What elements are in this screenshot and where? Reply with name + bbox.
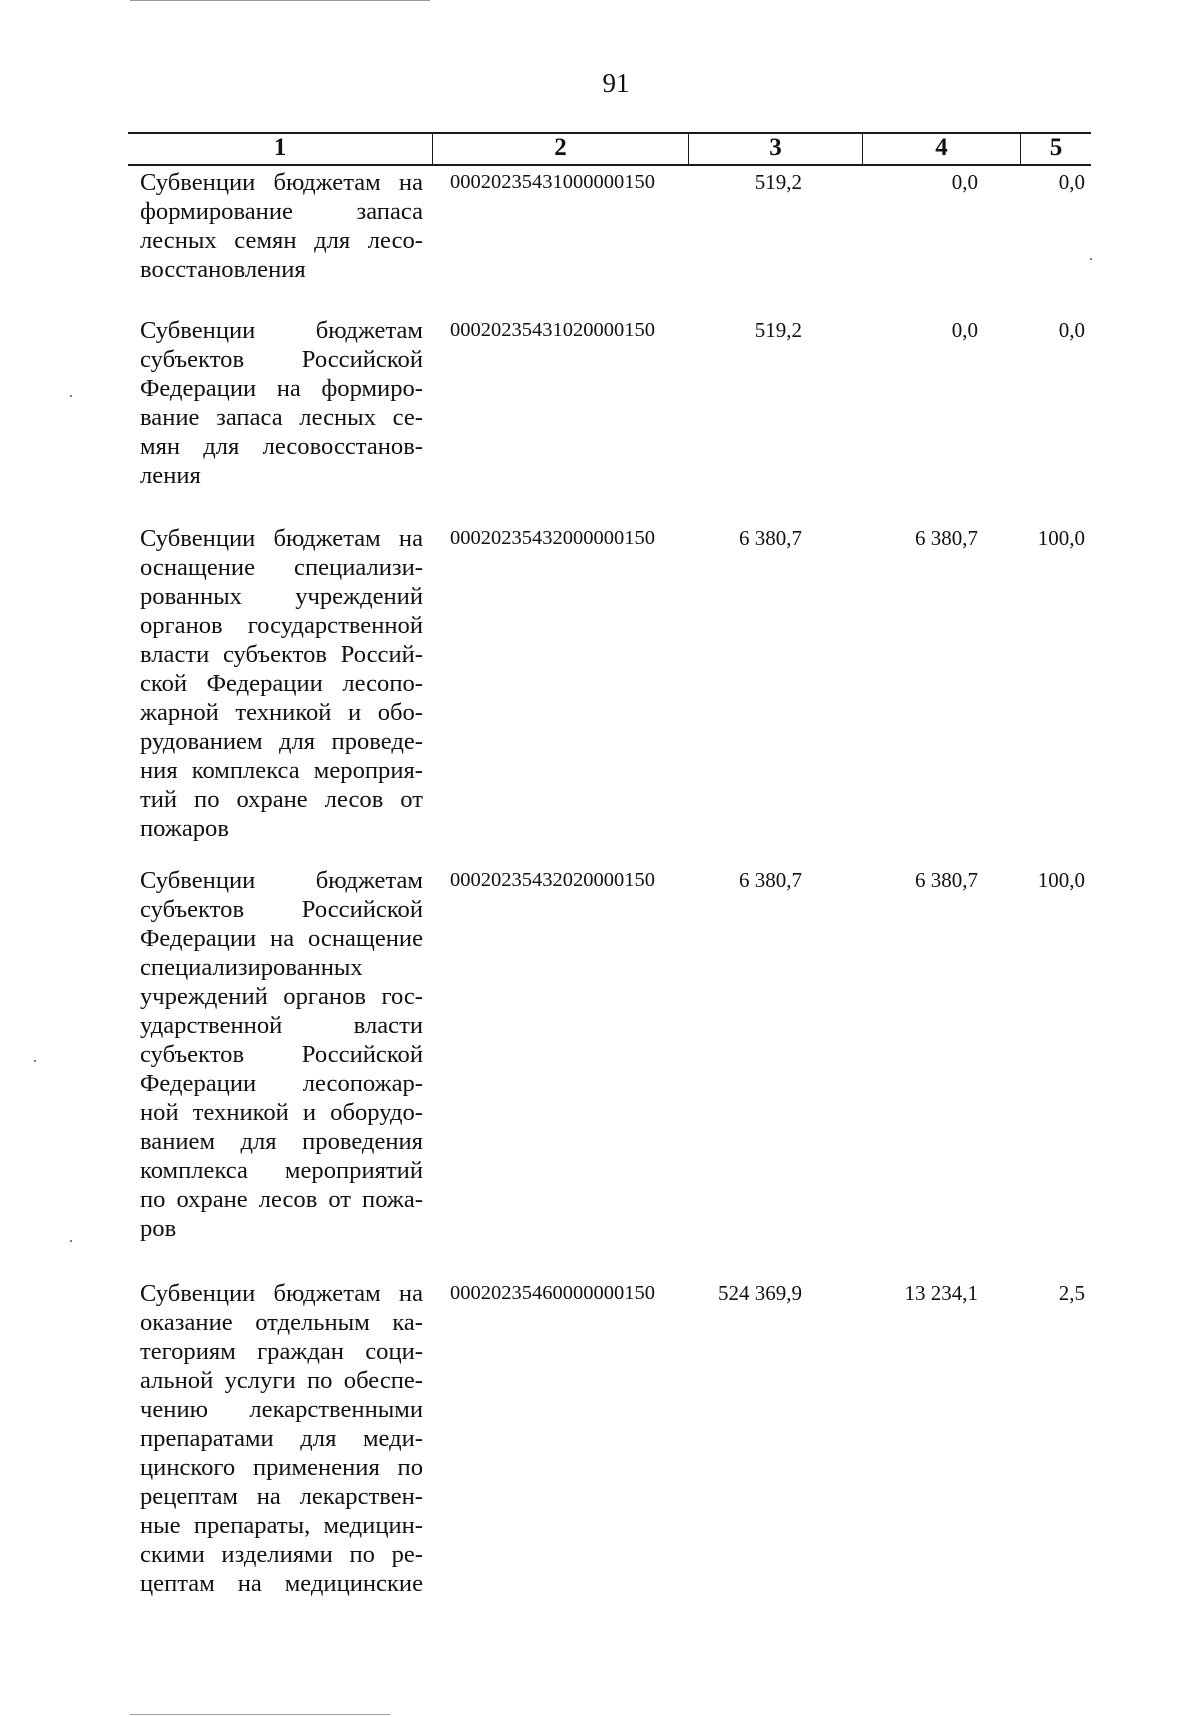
row-col3-value: 524 369,9: [718, 1281, 802, 1305]
description-line: цинского применения по: [140, 1454, 423, 1481]
column-header-2: 2: [554, 134, 567, 161]
row-description: [140, 524, 423, 843]
row-description: [140, 168, 423, 284]
scan-speck: [70, 1240, 72, 1242]
row-code: 00020235431020000150: [450, 319, 655, 341]
row-col4-value: 0,0: [951, 318, 978, 342]
row-col3-value: 519,2: [754, 318, 802, 342]
description-line: ной техникой и оборудо-: [140, 1099, 423, 1126]
description-line: ления: [140, 462, 201, 489]
scan-speck: [70, 395, 72, 397]
row-col4-value: 6 380,7: [915, 868, 978, 892]
description-line: препаратами для меди-: [140, 1425, 423, 1452]
description-line: лесных семян для лесо-: [140, 227, 423, 254]
row-col4-value: 13 234,1: [904, 1281, 978, 1305]
description-line: тегориям граждан соци-: [140, 1338, 423, 1365]
description-line: специализированных: [140, 954, 363, 981]
description-line: пожаров: [140, 815, 229, 842]
row-col4-value: 0,0: [951, 170, 978, 194]
description-line: Субвенции бюджетам на: [140, 169, 423, 196]
description-line: формирование запаса: [140, 198, 423, 225]
description-line: рудованием для проведе-: [140, 728, 423, 755]
scan-edge-bottom: [130, 1714, 390, 1715]
row-col5-value: 100,0: [1037, 526, 1085, 550]
description-line: Федерации лесопожар-: [140, 1070, 423, 1097]
description-line: Субвенции бюджетам: [140, 867, 423, 894]
description-line: жарной техникой и обо-: [140, 699, 423, 726]
description-line: рованных учреждений: [140, 583, 423, 610]
row-description: [140, 316, 423, 490]
description-line: оказание отдельным ка-: [140, 1309, 423, 1336]
row-col3-value: 519,2: [754, 170, 802, 194]
page-number: 91: [602, 68, 630, 98]
row-col3-value: 6 380,7: [739, 868, 802, 892]
row-code: 00020235432000000150: [450, 527, 655, 549]
description-line: Федерации на оснащение: [140, 925, 423, 952]
description-line: ния комплекса мероприя-: [140, 757, 423, 784]
row-col5-value: 0,0: [1058, 170, 1085, 194]
scan-edge-top: [130, 0, 430, 1]
description-line: вание запаса лесных се-: [140, 404, 423, 431]
row-col3-value: 6 380,7: [739, 526, 802, 550]
column-header-4: 4: [935, 134, 948, 161]
description-line: цептам на медицинские: [140, 1570, 423, 1597]
description-line: власти субъектов Россий-: [140, 641, 423, 668]
scan-speck: [1090, 258, 1092, 260]
description-line: рецептам на лекарствен-: [140, 1483, 423, 1510]
row-col5-value: 0,0: [1058, 318, 1085, 342]
description-line: комплекса мероприятий: [140, 1157, 423, 1184]
row-code: 00020235431000000150: [450, 171, 655, 193]
description-line: альной услуги по обеспе-: [140, 1367, 423, 1394]
description-line: Субвенции бюджетам на: [140, 525, 423, 552]
description-line: Субвенции бюджетам: [140, 317, 423, 344]
description-line: скими изделиями по ре-: [140, 1541, 423, 1568]
scan-speck: [34, 1060, 36, 1062]
description-line: субъектов Российской: [140, 1041, 423, 1068]
description-line: оснащение специализи-: [140, 554, 423, 581]
row-code: 00020235460000000150: [450, 1282, 655, 1304]
column-header-1: 1: [273, 134, 287, 161]
description-line: Федерации на формиро-: [140, 375, 423, 402]
description-line: мян для лесовосстанов-: [140, 433, 423, 460]
description-line: чению лекарственными: [140, 1396, 423, 1423]
row-description: [140, 866, 423, 1243]
description-line: субъектов Российской: [140, 346, 423, 373]
description-line: тий по охране лесов от: [140, 786, 423, 813]
description-line: учреждений органов гос-: [140, 983, 423, 1010]
description-line: ные препараты, медицин-: [140, 1512, 423, 1539]
description-line: ров: [140, 1215, 177, 1242]
row-col5-value: 100,0: [1037, 868, 1085, 892]
row-col5-value: 2,5: [1058, 1281, 1085, 1305]
description-line: Субвенции бюджетам на: [140, 1280, 423, 1307]
description-line: по охране лесов от пожа-: [140, 1186, 423, 1213]
row-code: 00020235432020000150: [450, 869, 655, 891]
description-line: восстановления: [140, 256, 306, 283]
description-line: ванием для проведения: [140, 1128, 423, 1155]
description-line: ской Федерации лесопо-: [140, 670, 423, 697]
row-col4-value: 6 380,7: [915, 526, 978, 550]
description-line: органов государственной: [140, 612, 423, 639]
row-description: [140, 1279, 423, 1598]
table-header-bottom-rule: [128, 164, 1091, 166]
description-line: субъектов Российской: [140, 896, 423, 923]
description-line: ударственной власти: [140, 1012, 423, 1039]
column-header-5: 5: [1049, 134, 1063, 161]
column-header-3: 3: [769, 134, 782, 161]
